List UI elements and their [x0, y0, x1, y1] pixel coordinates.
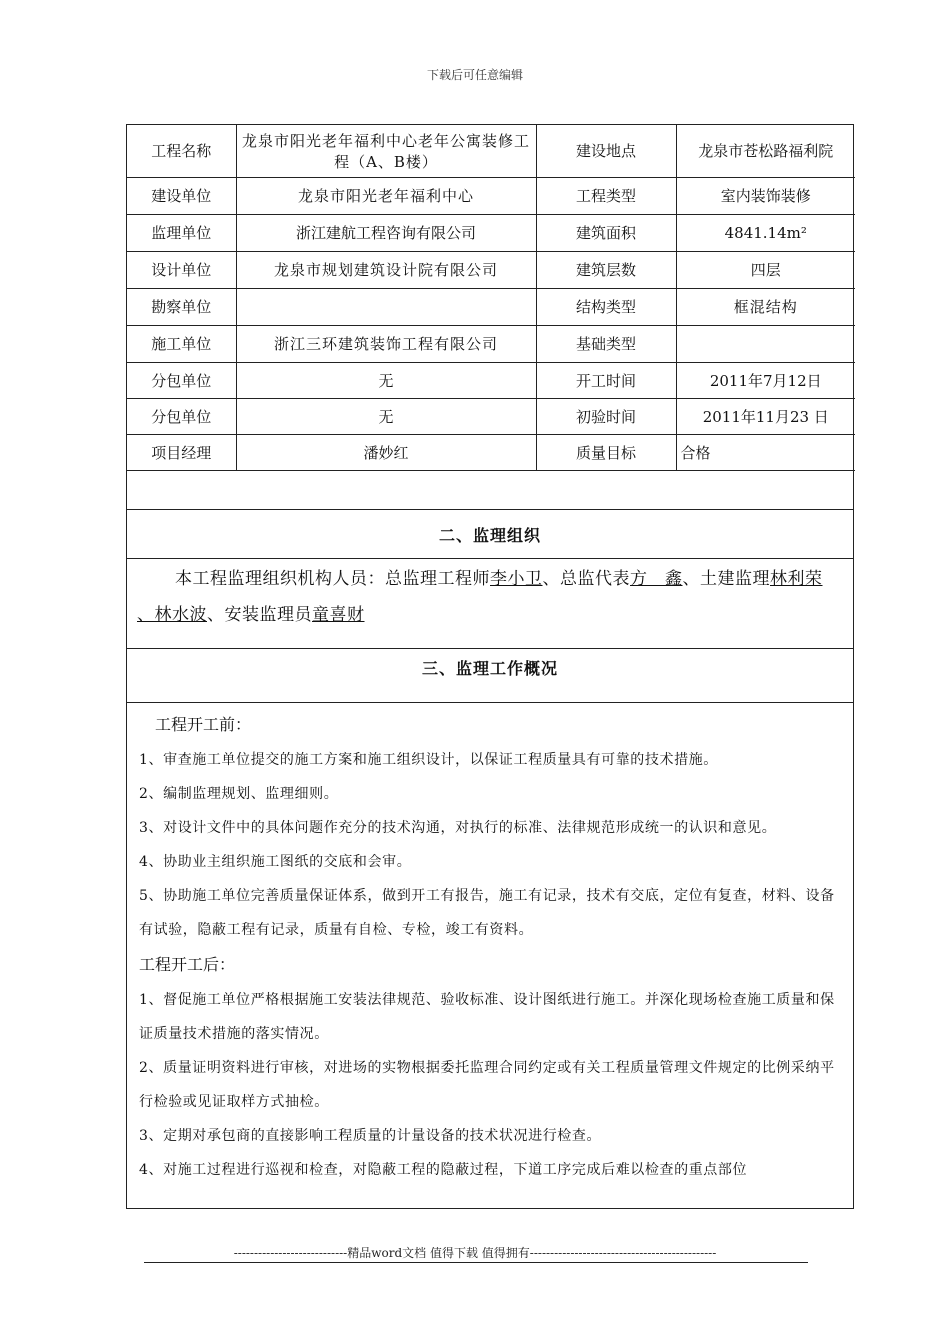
cell-value: 龙泉市规划建筑设计院有限公司 — [236, 251, 536, 288]
org-separator: 、土建监理 — [682, 568, 770, 589]
cell-value: 框混结构 — [676, 288, 855, 325]
cell-value — [236, 288, 536, 325]
before-start-heading: 工程开工前： — [155, 714, 252, 734]
list-item: 4、协助业主组织施工图纸的交底和会审。 — [139, 853, 412, 870]
project-info-table — [127, 125, 855, 471]
cell-value — [676, 325, 855, 362]
cell-label: 建设地点 — [536, 125, 676, 177]
cell-label: 质量目标 — [536, 434, 676, 470]
cell-value: 龙泉市阳光老年福利中心 — [236, 177, 536, 214]
org-separator: 、安装监理员 — [207, 604, 312, 625]
cell-label: 勘察单位 — [127, 288, 236, 325]
cell-label: 设计单位 — [127, 251, 236, 288]
cell-label: 监理单位 — [127, 214, 236, 251]
list-item: 3、对设计文件中的具体问题作充分的技术沟通，对执行的标准、法律规范形成统一的认识和意见。 — [139, 819, 777, 836]
cell-value: 浙江建航工程咨询有限公司 — [236, 214, 536, 251]
cell-value: 浙江三环建筑装饰工程有限公司 — [236, 325, 536, 362]
cell-value: 龙泉市阳光老年福利中心老年公寓装修工程（A、B楼） — [236, 125, 536, 177]
list-item: 4、对施工过程进行巡视和检查，对隐蔽工程的隐蔽过程，下道工序完成后难以检查的重点部位 — [139, 1161, 748, 1178]
cell-label: 建设单位 — [127, 177, 236, 214]
cell-value: 合格 — [676, 434, 855, 470]
report-sheet — [126, 124, 854, 1209]
list-item: 3、定期对承包商的直接影响工程质量的计量设备的技术状况进行检查。 — [139, 1127, 602, 1144]
table-row — [127, 251, 855, 288]
cell-label: 初验时间 — [536, 398, 676, 434]
list-item: 2、质量证明资料进行审核，对进场的实物根据委托监理合同约定或有关工程质量管理文件规定的比例采纳平行检验或见证取样方式抽检。 — [139, 1059, 835, 1110]
cell-value: 无 — [236, 362, 536, 398]
cell-value: 2011年11月23 日 — [676, 398, 855, 434]
chief-engineer-name: 李小卫 — [490, 568, 543, 589]
cell-label: 结构类型 — [536, 288, 676, 325]
cell-value: 龙泉市苍松路福利院 — [676, 125, 855, 177]
install-supervisor-name: 童喜财 — [312, 604, 365, 625]
section-title-organization: 二、监理组织 — [127, 510, 853, 559]
organization-paragraph — [127, 559, 853, 649]
list-item: 5、协助施工单位完善质量保证体系，做到开工有报告，施工有记录，技术有交底，定位有复查，材料、设备有试验，隐蔽工程有记录，质量有自检、专检，竣工有资料。 — [139, 887, 835, 938]
org-intro: 本工程监理组织机构人员：总监理工程师 — [175, 568, 490, 589]
section-title-work-overview: 三、监理工作概况 — [127, 649, 853, 703]
table-row — [127, 398, 855, 434]
cell-label: 施工单位 — [127, 325, 236, 362]
cell-label: 建筑面积 — [536, 214, 676, 251]
cell-label: 建筑层数 — [536, 251, 676, 288]
cell-label: 项目经理 — [127, 434, 236, 470]
footer-divider — [144, 1262, 808, 1263]
after-start-heading: 工程开工后： — [139, 954, 236, 974]
blank-row — [127, 471, 853, 510]
cell-value: 四层 — [676, 251, 855, 288]
cell-label: 工程名称 — [127, 125, 236, 177]
civil-supervisors: 林利荣 、林水波 — [137, 568, 823, 625]
work-overview-body — [127, 703, 853, 1187]
deputy-name: 方 鑫 — [630, 568, 683, 589]
cell-value: 室内装饰装修 — [676, 177, 855, 214]
table-row — [127, 177, 855, 214]
table-row — [127, 434, 855, 470]
list-item: 1、审查施工单位提交的施工方案和施工组织设计，以保证工程质量具有可靠的技术措施。 — [139, 751, 718, 768]
table-row — [127, 125, 855, 177]
cell-label: 开工时间 — [536, 362, 676, 398]
cell-label: 分包单位 — [127, 398, 236, 434]
list-item: 2、编制监理规划、监理细则。 — [139, 785, 339, 802]
org-separator: 、总监代表 — [542, 568, 630, 589]
list-item: 1、督促施工单位严格根据施工安装法律规范、验收标准、设计图纸进行施工。并深化现场检查施工质量和保证质量技术措施的落实情况。 — [139, 991, 835, 1042]
table-row — [127, 325, 855, 362]
cell-value: 无 — [236, 398, 536, 434]
table-row — [127, 214, 855, 251]
header-note: 下载后可任意编辑 — [426, 68, 523, 82]
cell-value: 2011年7月12日 — [676, 362, 855, 398]
table-row — [127, 288, 855, 325]
cell-value: 潘妙红 — [236, 434, 536, 470]
cell-label: 工程类型 — [536, 177, 676, 214]
footer-note: ----------------------------精品word文档 值得下载 值得拥有---------------------------------------------- — [233, 1246, 717, 1260]
table-row — [127, 362, 855, 398]
cell-label: 分包单位 — [127, 362, 236, 398]
cell-label: 基础类型 — [536, 325, 676, 362]
cell-value: 4841.14m² — [676, 214, 855, 251]
